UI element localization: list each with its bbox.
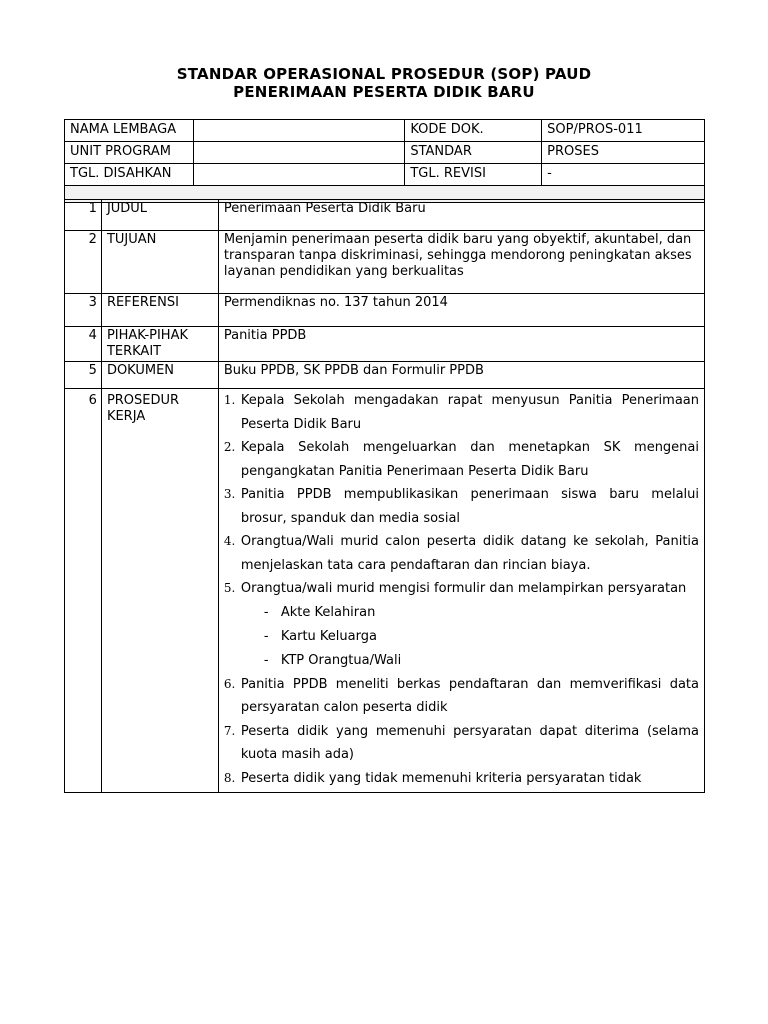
row-value: Permendiknas no. 137 tahun 2014 <box>218 294 704 327</box>
row-label: PROSEDUR KERJA <box>101 389 218 793</box>
sop-table <box>64 199 705 793</box>
procedure-step: 5. Orangtua/wali murid mengisi formulir dan melampirkan persyaratan - Akte Kelahiran - Kartu Keluarga - KTP Orangtua/Wali <box>224 577 699 673</box>
document-title-line1: STANDAR OPERASIONAL PROSEDUR (SOP) PAUD <box>176 65 592 83</box>
header-row <box>65 142 705 164</box>
procedure-step: 4. Orangtua/Wali murid calon peserta didik datang ke sekolah, Panitia menjelaskan tata cara pendaftaran dan rincian biaya. <box>223 534 699 573</box>
nama-lembaga-label: NAMA LEMBAGA <box>65 120 194 142</box>
row-tujuan <box>65 231 705 294</box>
procedure-step: 3. Panitia PPDB mempublikasikan penerimaan siswa baru melalui brosur, spanduk dan media sosial <box>223 487 699 526</box>
row-label: DOKUMEN <box>101 362 218 389</box>
standar-label: STANDAR <box>405 142 542 164</box>
row-referensi <box>65 294 705 327</box>
row-label: JUDUL <box>101 200 218 231</box>
kode-dok-label: KODE DOK. <box>405 120 542 142</box>
document-title-line2: PENERIMAAN PESERTA DIDIK BARU <box>233 83 535 101</box>
row-value: Panitia PPDB <box>218 327 704 362</box>
header-table <box>64 119 705 203</box>
row-value: Penerimaan Peserta Didik Baru <box>218 200 704 231</box>
unit-program-label: UNIT PROGRAM <box>65 142 194 164</box>
unit-program-value <box>193 142 404 164</box>
procedure-steps-cell <box>218 389 704 793</box>
requirements-list <box>241 601 699 673</box>
row-number: 6 <box>65 389 102 793</box>
requirement-item: - Akte Kelahiran <box>263 604 376 620</box>
tgl-disahkan-value <box>193 164 404 186</box>
nama-lembaga-value <box>193 120 404 142</box>
header-row <box>65 120 705 142</box>
procedure-step: 7. Peserta didik yang memenuhi persyaratan dapat diterima (selama kuota masih ada) <box>223 723 699 762</box>
row-label: PIHAK-PIHAK TERKAIT <box>101 327 218 362</box>
row-label: REFERENSI <box>101 294 218 327</box>
tgl-revisi-value: - <box>542 164 705 186</box>
row-value: Menjamin penerimaan peserta didik baru yang obyektif, akuntabel, dan transparan tanpa diskriminasi, sehingga mendorong peningkatan akses layanan pendidikan yang berkualitas <box>218 231 704 294</box>
row-number: 3 <box>65 294 102 327</box>
tgl-disahkan-label: TGL. DISAHKAN <box>65 164 194 186</box>
row-value: Buku PPDB, SK PPDB dan Formulir PPDB <box>218 362 704 389</box>
row-label: TUJUAN <box>101 231 218 294</box>
procedure-step: 6. Panitia PPDB meneliti berkas pendaftaran dan memverifikasi data persyaratan calon peserta didik <box>223 676 699 715</box>
procedure-step: 1. Kepala Sekolah mengadakan rapat menyusun Panitia Penerimaan Peserta Didik Baru <box>223 393 699 432</box>
row-pihak-terkait <box>65 327 705 362</box>
standar-value: PROSES <box>542 142 705 164</box>
tgl-revisi-label: TGL. REVISI <box>405 164 542 186</box>
procedure-step: 8. Peserta didik yang tidak memenuhi kriteria persyaratan tidak <box>223 770 642 786</box>
row-number: 2 <box>65 231 102 294</box>
row-judul <box>65 200 705 231</box>
kode-dok-value: SOP/PROS-011 <box>542 120 705 142</box>
row-number: 4 <box>65 327 102 362</box>
row-number: 1 <box>65 200 102 231</box>
header-row <box>65 164 705 186</box>
row-number: 5 <box>65 362 102 389</box>
row-dokumen <box>65 362 705 389</box>
row-prosedur <box>65 389 705 793</box>
procedure-step: 2. Kepala Sekolah mengeluarkan dan menetapkan SK mengenai pengangkatan Panitia Penerimaan Peserta Didik Baru <box>223 440 699 479</box>
requirement-item: - KTP Orangtua/Wali <box>263 652 402 668</box>
procedure-steps-list <box>224 389 699 790</box>
requirement-item: - Kartu Keluarga <box>263 628 377 644</box>
